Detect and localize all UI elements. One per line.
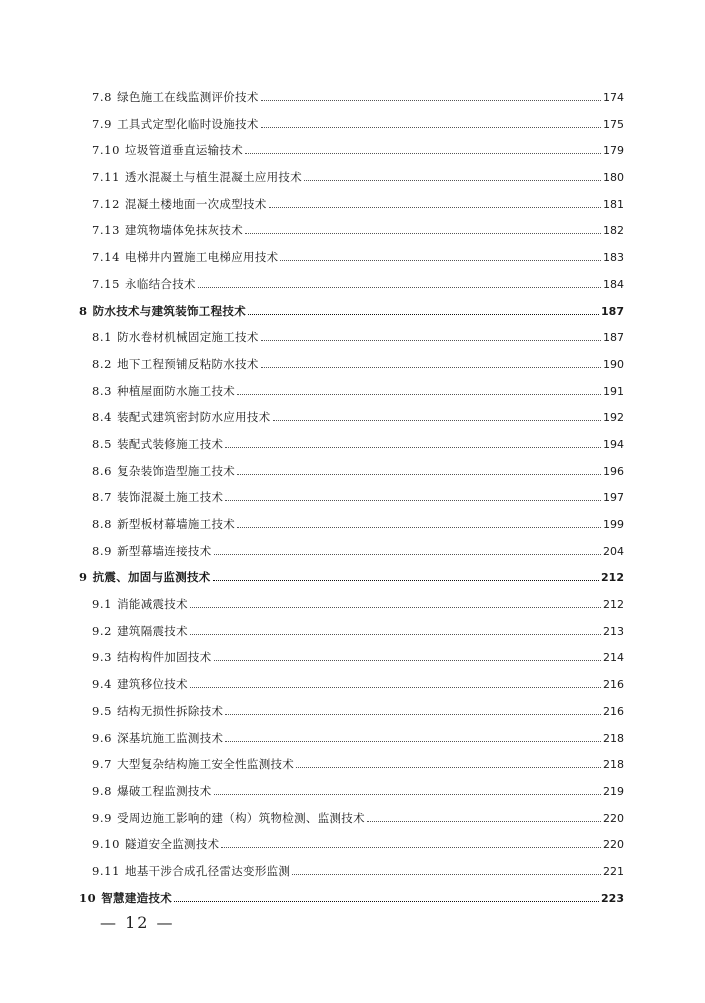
dot-leader [245,153,601,154]
toc-entry-page: 192 [603,411,624,425]
toc-entry-page: 190 [603,357,624,371]
toc-entry-title: 地基干涉合成孔径雷达变形监测 [125,863,291,878]
toc-entry-page: 220 [603,838,624,852]
toc-entry-row [92,864,624,879]
toc-chapter-entry[interactable] [0,298,705,325]
toc-section-entry[interactable] [0,217,705,244]
toc-entry-title: 新型板材幕墙施工技术 [117,517,236,531]
toc-entry-row [92,357,624,372]
toc-entry-title: 建筑隔震技术 [117,623,188,638]
toc-section-entry[interactable] [0,404,705,431]
toc-entry-title: 建筑移位技术 [117,677,188,692]
toc-entry-number: 8.5 [92,436,113,451]
toc-entry-number: 7.10 [92,143,121,158]
toc-entry-title: 装配式建筑密封防水应用技术 [117,410,271,425]
toc-entry-title: 防水技术与建筑装饰工程技术 [92,303,247,318]
toc-entry-number: 7.13 [92,223,121,238]
dot-leader [245,233,601,234]
toc-entry-page: 212 [601,571,624,585]
toc-entry-row [79,891,624,906]
toc-entry-title: 透水混凝土与植生混凝土应用技术 [125,170,303,185]
toc-entry-page: 218 [603,758,624,772]
toc-entry-page: 183 [603,251,624,265]
toc-entry-title: 隧道安全监测技术 [125,837,220,852]
dot-leader [214,660,602,661]
toc-entry-page: 221 [603,864,624,878]
toc-entry-row [92,410,624,425]
toc-entry-title: 深基坑施工监测技术 [117,730,224,745]
toc-entry-page: 184 [603,277,624,291]
dot-leader [237,527,601,528]
toc-entry-page: 220 [603,811,624,825]
toc-entry-title: 大型复杂结构施工安全性监测技术 [117,757,295,772]
toc-section-entry[interactable] [0,244,705,271]
toc-entry-title: 结构构件加固技术 [117,650,212,665]
toc-section-entry[interactable] [0,431,705,458]
toc-entry-row [92,170,624,185]
toc-entry-number: 9.6 [92,730,113,745]
toc-section-entry[interactable] [0,111,705,138]
toc-entry-page: 213 [603,624,624,638]
table-of-contents [0,84,705,911]
toc-entry-number: 9.1 [92,597,113,612]
dot-leader [190,607,601,608]
toc-entry-number: 8.1 [92,330,113,345]
toc-entry-number: 10 [79,890,97,905]
dot-leader [261,367,601,368]
toc-section-entry[interactable] [0,164,705,191]
toc-entry-page: 187 [601,304,624,318]
toc-entry-number: 7.11 [92,170,121,185]
dot-leader [237,474,601,475]
toc-section-entry[interactable] [0,351,705,378]
toc-entry-title: 防水卷材机械固定施工技术 [117,330,259,345]
toc-entry-row [92,223,624,238]
toc-entry-number: 9.3 [92,650,113,665]
toc-entry-number: 9.4 [92,677,113,692]
toc-chapter-entry[interactable] [0,885,705,912]
dot-leader [248,314,599,315]
toc-entry-number: 9.8 [92,783,113,798]
toc-entry-row [92,90,624,105]
toc-entry-row [92,731,624,746]
toc-entry-page: 179 [603,144,624,158]
toc-entry-row [92,811,624,826]
toc-entry-row [92,544,624,559]
dot-leader [296,767,601,768]
toc-entry-title: 绿色施工在线监测评价技术 [117,90,259,104]
toc-section-entry[interactable] [0,84,705,111]
toc-entry-page: 175 [603,117,624,131]
toc-entry-page: 180 [603,171,624,185]
toc-entry-number: 9.9 [92,810,113,825]
toc-section-entry[interactable] [0,751,705,778]
toc-entry-page: 216 [603,704,624,718]
toc-entry-number: 8.9 [92,543,113,558]
toc-entry-title: 抗震、加固与监测技术 [92,570,211,585]
dot-leader [190,687,601,688]
toc-entry-row [92,250,624,265]
dot-leader [213,580,599,581]
toc-section-entry[interactable] [0,458,705,485]
toc-section-entry[interactable] [0,778,705,805]
toc-entry-page: 219 [603,784,624,798]
toc-section-entry[interactable] [0,831,705,858]
toc-section-entry[interactable] [0,191,705,218]
toc-entry-row [92,277,624,292]
toc-section-entry[interactable] [0,725,705,752]
toc-entry-title: 装饰混凝土施工技术 [117,490,224,505]
toc-entry-number: 8.6 [92,463,113,478]
dot-leader [214,794,602,795]
dot-leader [225,500,601,501]
toc-entry-page: 187 [603,331,624,345]
dot-leader [237,394,601,395]
toc-entry-row [92,784,624,799]
dot-leader [261,340,601,341]
toc-entry-number: 8 [79,303,88,318]
toc-entry-number: 8.8 [92,517,113,531]
toc-entry-title: 建筑物墙体免抹灰技术 [125,223,244,238]
dot-leader [174,901,599,902]
dot-leader [261,100,601,101]
toc-entry-row [92,330,624,345]
toc-entry-row [92,143,624,158]
dot-leader [280,260,601,261]
toc-chapter-entry[interactable] [0,564,705,591]
toc-entry-row [92,597,624,612]
toc-entry-page: 212 [603,598,624,612]
toc-entry-page: 214 [603,651,624,665]
dot-leader [261,127,601,128]
toc-entry-title: 垃圾管道垂直运输技术 [125,143,244,158]
toc-section-entry[interactable] [0,618,705,645]
toc-entry-number: 8.4 [92,410,113,425]
toc-entry-number: 7.9 [92,116,113,131]
toc-section-entry[interactable] [0,271,705,298]
toc-entry-title: 结构无损性拆除技术 [117,703,224,718]
toc-entry-number: 9.5 [92,703,113,718]
toc-entry-page: 181 [603,197,624,211]
page-number: — 12 — [100,913,175,932]
toc-entry-row [92,117,624,132]
toc-entry-number: 9.10 [92,837,121,852]
toc-entry-title: 新型幕墙连接技术 [117,543,212,558]
toc-section-entry[interactable] [0,644,705,671]
toc-entry-title: 混凝土楼地面一次成型技术 [125,196,267,211]
toc-entry-page: 182 [603,224,624,238]
toc-entry-row [92,384,624,399]
toc-entry-row [92,197,624,212]
dot-leader [221,847,601,848]
toc-entry-row [92,757,624,772]
toc-entry-title: 工具式定型化临时设施技术 [117,116,259,131]
toc-entry-number: 9.7 [92,757,113,772]
dot-leader [367,821,601,822]
toc-entry-page: 174 [603,91,624,104]
toc-entry-title: 智慧建造技术 [101,890,173,905]
toc-entry-row [92,837,624,852]
toc-entry-number: 9 [79,570,88,585]
dot-leader [304,180,601,181]
toc-entry-page: 197 [603,491,624,505]
toc-entry-title: 永临结合技术 [125,276,196,291]
toc-entry-row [92,437,624,452]
toc-section-entry[interactable] [0,538,705,565]
toc-entry-title: 地下工程预铺反粘防水技术 [117,356,259,371]
toc-entry-number: 9.11 [92,863,121,878]
toc-section-entry[interactable] [0,591,705,618]
toc-entry-row [92,517,624,532]
toc-entry-number: 7.15 [92,276,121,291]
dot-leader [190,634,601,635]
toc-entry-title: 装配式装修施工技术 [117,436,224,451]
toc-entry-page: 191 [603,384,624,398]
toc-entry-number: 7.14 [92,250,121,265]
dot-leader [269,207,601,208]
toc-entry-row [79,304,624,319]
dot-leader [292,874,601,875]
toc-entry-title: 受周边施工影响的建（构）筑物检测、监测技术 [117,810,365,825]
toc-entry-row [92,490,624,505]
toc-section-entry[interactable] [0,484,705,511]
toc-entry-row [92,650,624,665]
toc-section-entry[interactable] [0,805,705,832]
dot-leader [225,447,601,448]
toc-entry-number: 8.2 [92,356,113,371]
toc-entry-row [92,704,624,719]
toc-entry-page: 216 [603,678,624,692]
toc-entry-page: 204 [603,544,624,558]
toc-entry-row [92,464,624,479]
toc-entry-page: 223 [601,891,624,905]
dot-leader [198,287,601,288]
dot-leader [225,714,601,715]
dot-leader [273,420,602,421]
toc-entry-number: 7.8 [92,90,113,104]
toc-entry-number: 8.7 [92,490,113,505]
toc-entry-row [92,624,624,639]
toc-section-entry[interactable] [0,858,705,885]
toc-entry-page: 218 [603,731,624,745]
toc-section-entry[interactable] [0,324,705,351]
toc-entry-page: 194 [603,437,624,451]
toc-entry-row [79,570,624,585]
toc-entry-title: 种植屋面防水施工技术 [117,383,236,398]
toc-entry-number: 9.2 [92,623,113,638]
toc-entry-page: 196 [603,464,624,478]
toc-entry-number: 7.12 [92,196,121,211]
toc-entry-title: 复杂装饰造型施工技术 [117,463,236,478]
toc-entry-title: 消能减震技术 [117,597,188,612]
toc-entry-number: 8.3 [92,383,113,398]
toc-entry-row [92,677,624,692]
toc-section-entry[interactable] [0,511,705,538]
dot-leader [214,554,602,555]
toc-entry-title: 电梯井内置施工电梯应用技术 [125,250,279,265]
toc-section-entry[interactable] [0,137,705,164]
toc-section-entry[interactable] [0,378,705,405]
toc-section-entry[interactable] [0,698,705,725]
dot-leader [225,741,601,742]
toc-entry-page: 199 [603,518,624,531]
toc-section-entry[interactable] [0,671,705,698]
toc-entry-title: 爆破工程监测技术 [117,783,212,798]
